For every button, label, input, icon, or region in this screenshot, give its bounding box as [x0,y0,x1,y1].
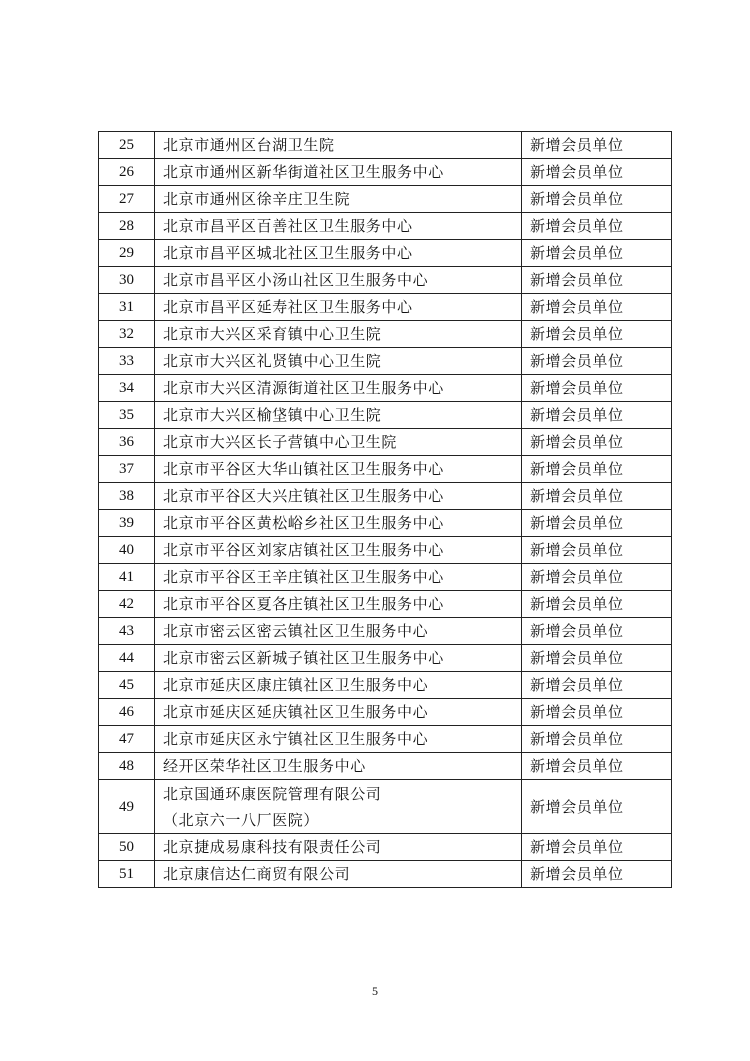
membership-type-cell: 新增会员单位 [522,861,672,888]
row-number-cell: 45 [99,672,155,699]
row-number-cell: 39 [99,510,155,537]
unit-name-line: 北京市通州区徐辛庄卫生院 [163,190,351,208]
unit-name-cell [155,861,522,888]
unit-name-cell [155,483,522,510]
table-row [99,132,672,159]
table-row [99,591,672,618]
row-number-cell: 33 [99,348,155,375]
row-number-cell: 26 [99,159,155,186]
row-number-cell: 37 [99,456,155,483]
table-row [99,186,672,213]
table-row [99,429,672,456]
table-row [99,780,672,834]
table-row [99,564,672,591]
row-number-cell: 30 [99,267,155,294]
unit-name-line: 北京市大兴区礼贤镇中心卫生院 [163,352,382,370]
membership-type-cell: 新增会员单位 [522,591,672,618]
unit-name-line: 北京市昌平区延寿社区卫生服务中心 [163,298,413,316]
table-row [99,672,672,699]
unit-name-cell [155,348,522,375]
unit-name-line: 北京市大兴区采育镇中心卫生院 [163,325,382,343]
row-number-cell: 50 [99,834,155,861]
unit-name-cell [155,645,522,672]
table-row [99,726,672,753]
unit-name-cell [155,186,522,213]
unit-name-line: 北京市平谷区王辛庄镇社区卫生服务中心 [163,568,444,586]
unit-name-line: 北京市平谷区大兴庄镇社区卫生服务中心 [163,487,444,505]
row-number-cell: 51 [99,861,155,888]
unit-name-line: 北京市密云区新城子镇社区卫生服务中心 [163,649,444,667]
row-number-cell: 42 [99,591,155,618]
membership-type-cell: 新增会员单位 [522,321,672,348]
membership-type-cell: 新增会员单位 [522,699,672,726]
row-number-cell: 34 [99,375,155,402]
row-number-cell: 38 [99,483,155,510]
unit-name-cell [155,375,522,402]
membership-type-cell: 新增会员单位 [522,132,672,159]
table-row [99,483,672,510]
table-row [99,645,672,672]
table-row [99,402,672,429]
unit-name-cell [155,591,522,618]
unit-name-line: 北京市通州区台湖卫生院 [163,136,335,154]
unit-name-line: 北京市延庆区延庆镇社区卫生服务中心 [163,703,429,721]
membership-type-cell: 新增会员单位 [522,375,672,402]
unit-name-line: 北京市通州区新华街道社区卫生服务中心 [163,163,444,181]
unit-name-cell [155,321,522,348]
table-row [99,456,672,483]
table-row [99,834,672,861]
table-row [99,159,672,186]
membership-type-cell: 新增会员单位 [522,618,672,645]
unit-name-cell [155,564,522,591]
table-row [99,294,672,321]
membership-type-cell: 新增会员单位 [522,213,672,240]
membership-type-cell: 新增会员单位 [522,834,672,861]
row-number-cell: 36 [99,429,155,456]
unit-name-cell [155,753,522,780]
unit-name-cell [155,213,522,240]
membership-type-cell: 新增会员单位 [522,402,672,429]
row-number-cell: 31 [99,294,155,321]
member-list-table-body [99,132,672,888]
membership-type-cell: 新增会员单位 [522,564,672,591]
row-number-cell: 46 [99,699,155,726]
unit-name-line: 北京市密云区密云镇社区卫生服务中心 [163,622,429,640]
unit-name-cell [155,240,522,267]
membership-type-cell: 新增会员单位 [522,672,672,699]
membership-type-cell: 新增会员单位 [522,645,672,672]
unit-name-cell [155,456,522,483]
unit-name-cell [155,510,522,537]
unit-name-cell [155,267,522,294]
membership-type-cell: 新增会员单位 [522,186,672,213]
unit-name-line: 北京市昌平区城北社区卫生服务中心 [163,244,413,262]
table-row [99,321,672,348]
membership-type-cell: 新增会员单位 [522,726,672,753]
unit-name-cell [155,159,522,186]
membership-type-cell: 新增会员单位 [522,159,672,186]
table-row [99,753,672,780]
row-number-cell: 29 [99,240,155,267]
table-row [99,537,672,564]
unit-name-line: 北京市平谷区夏各庄镇社区卫生服务中心 [163,595,444,613]
table-row [99,618,672,645]
row-number-cell: 28 [99,213,155,240]
unit-name-line: 北京市延庆区康庄镇社区卫生服务中心 [163,676,429,694]
table-row [99,348,672,375]
membership-type-cell: 新增会员单位 [522,240,672,267]
unit-name-line: 北京市延庆区永宁镇社区卫生服务中心 [163,730,429,748]
membership-type-cell: 新增会员单位 [522,294,672,321]
member-list-table [98,131,672,888]
unit-name-cell [155,618,522,645]
membership-type-cell: 新增会员单位 [522,753,672,780]
membership-type-cell: 新增会员单位 [522,267,672,294]
unit-name-cell [155,402,522,429]
row-number-cell: 27 [99,186,155,213]
table-row [99,267,672,294]
membership-type-cell: 新增会员单位 [522,483,672,510]
unit-name-cell [155,699,522,726]
unit-name-line: 北京捷成易康科技有限责任公司 [163,838,382,856]
table-row [99,861,672,888]
unit-name-line: 北京市平谷区黄松峪乡社区卫生服务中心 [163,514,444,532]
unit-name-cell [155,780,522,834]
page-number: 5 [372,984,378,998]
row-number-cell: 49 [99,780,155,834]
membership-type-cell: 新增会员单位 [522,429,672,456]
unit-name-cell [155,294,522,321]
unit-name-line: 北京市昌平区百善社区卫生服务中心 [163,217,413,235]
unit-name-line: 北京市平谷区刘家店镇社区卫生服务中心 [163,541,444,559]
unit-name-cell [155,672,522,699]
table-row [99,240,672,267]
unit-name-line: 北京市昌平区小汤山社区卫生服务中心 [163,271,429,289]
table-row [99,375,672,402]
unit-name-line: 北京市大兴区榆垡镇中心卫生院 [163,406,382,424]
row-number-cell: 40 [99,537,155,564]
unit-name-line: （北京六一八厂医院） [163,810,320,829]
membership-type-cell: 新增会员单位 [522,537,672,564]
unit-name-cell [155,834,522,861]
table-row [99,510,672,537]
row-number-cell: 44 [99,645,155,672]
table-row [99,213,672,240]
unit-name-line: 北京市大兴区长子营镇中心卫生院 [163,433,398,451]
row-number-cell: 25 [99,132,155,159]
row-number-cell: 41 [99,564,155,591]
row-number-cell: 35 [99,402,155,429]
unit-name-cell [155,537,522,564]
row-number-cell: 47 [99,726,155,753]
membership-type-cell: 新增会员单位 [522,456,672,483]
unit-name-line: 北京市大兴区清源街道社区卫生服务中心 [163,379,444,397]
unit-name-cell [155,429,522,456]
unit-name-line: 经开区荣华社区卫生服务中心 [163,757,366,775]
unit-name-line: 北京市平谷区大华山镇社区卫生服务中心 [163,460,444,478]
table-row [99,699,672,726]
unit-name-line: 北京康信达仁商贸有限公司 [163,865,351,883]
membership-type-cell: 新增会员单位 [522,780,672,834]
row-number-cell: 32 [99,321,155,348]
membership-type-cell: 新增会员单位 [522,348,672,375]
membership-type-cell: 新增会员单位 [522,510,672,537]
unit-name-cell [155,132,522,159]
unit-name-line: 北京国通环康医院管理有限公司 [163,784,382,803]
row-number-cell: 48 [99,753,155,780]
row-number-cell: 43 [99,618,155,645]
unit-name-cell [155,726,522,753]
